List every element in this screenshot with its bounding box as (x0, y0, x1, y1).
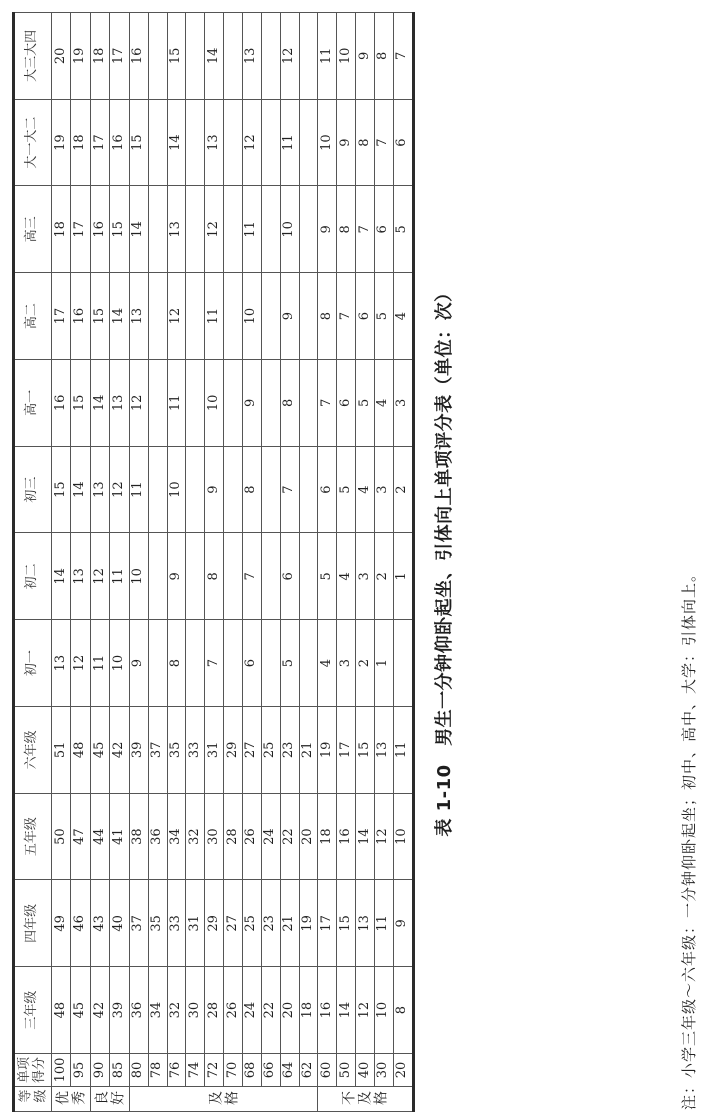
grade-level-cell: 良好 (90, 1087, 129, 1112)
score-cell: 90 (90, 1054, 110, 1087)
value-cell: 24 (261, 793, 280, 880)
value-cell: 3 (393, 360, 413, 447)
value-cell: 10 (205, 360, 224, 447)
value-cell: 16 (90, 186, 110, 273)
value-cell (261, 273, 280, 360)
value-cell: 16 (318, 967, 337, 1054)
value-cell: 19 (71, 13, 91, 100)
value-cell: 36 (129, 967, 148, 1054)
value-cell: 20 (299, 793, 318, 880)
value-cell: 14 (205, 13, 224, 100)
value-cell (261, 99, 280, 186)
value-cell: 48 (51, 967, 71, 1054)
value-cell: 5 (337, 446, 356, 533)
score-table (12, 12, 415, 1112)
grade-level-cell: 优秀 (51, 1087, 90, 1112)
score-cell: 68 (242, 1054, 261, 1087)
table-row (129, 13, 148, 1112)
score-cell: 85 (110, 1054, 130, 1087)
value-cell: 8 (318, 273, 337, 360)
value-cell: 11 (374, 880, 393, 967)
value-cell (299, 99, 318, 186)
value-cell: 9 (356, 13, 375, 100)
value-cell (148, 273, 167, 360)
value-cell: 10 (393, 793, 413, 880)
value-cell: 9 (167, 533, 186, 620)
value-cell: 12 (90, 533, 110, 620)
value-cell: 10 (374, 967, 393, 1054)
value-cell: 12 (356, 967, 375, 1054)
value-cell: 36 (148, 793, 167, 880)
value-cell: 34 (167, 793, 186, 880)
table-row (167, 13, 186, 1112)
header-gao-3: 高三 (14, 186, 52, 273)
value-cell: 45 (90, 707, 110, 794)
value-cell: 11 (280, 99, 299, 186)
value-cell: 42 (110, 707, 130, 794)
value-cell: 12 (205, 186, 224, 273)
table-header-row (14, 13, 52, 1112)
value-cell: 27 (242, 707, 261, 794)
value-cell: 8 (167, 620, 186, 707)
value-cell: 9 (242, 360, 261, 447)
value-cell (261, 620, 280, 707)
value-cell (299, 273, 318, 360)
value-cell: 11 (167, 360, 186, 447)
value-cell: 9 (393, 880, 413, 967)
value-cell: 47 (71, 793, 91, 880)
value-cell: 11 (129, 446, 148, 533)
value-cell: 8 (374, 13, 393, 100)
value-cell: 35 (148, 880, 167, 967)
table-row (186, 13, 205, 1112)
value-cell: 29 (224, 707, 243, 794)
value-cell: 6 (374, 186, 393, 273)
value-cell: 11 (393, 707, 413, 794)
score-cell: 66 (261, 1054, 280, 1087)
value-cell: 14 (90, 360, 110, 447)
value-cell: 14 (71, 446, 91, 533)
header-da-12: 大一大二 (14, 99, 52, 186)
value-cell: 34 (148, 967, 167, 1054)
value-cell: 12 (280, 13, 299, 100)
header-chu-1: 初一 (14, 620, 52, 707)
value-cell: 33 (186, 707, 205, 794)
value-cell: 6 (356, 273, 375, 360)
value-cell (148, 533, 167, 620)
value-cell: 6 (242, 620, 261, 707)
value-cell: 7 (356, 186, 375, 273)
value-cell: 9 (280, 273, 299, 360)
value-cell (148, 13, 167, 100)
value-cell: 4 (337, 533, 356, 620)
table-row (242, 13, 261, 1112)
table-row (374, 13, 393, 1112)
value-cell: 14 (129, 186, 148, 273)
value-cell (393, 620, 413, 707)
value-cell: 26 (224, 967, 243, 1054)
value-cell: 13 (205, 99, 224, 186)
value-cell: 28 (224, 793, 243, 880)
value-cell: 13 (71, 533, 91, 620)
value-cell: 22 (280, 793, 299, 880)
value-cell: 5 (374, 273, 393, 360)
value-cell: 23 (280, 707, 299, 794)
value-cell: 9 (205, 446, 224, 533)
value-cell: 41 (110, 793, 130, 880)
value-cell (224, 186, 243, 273)
value-cell: 18 (318, 793, 337, 880)
value-cell: 16 (337, 793, 356, 880)
value-cell: 37 (148, 707, 167, 794)
value-cell: 7 (374, 99, 393, 186)
value-cell: 40 (110, 880, 130, 967)
value-cell (299, 446, 318, 533)
value-cell: 50 (51, 793, 71, 880)
value-cell (224, 446, 243, 533)
table-row (261, 13, 280, 1112)
value-cell: 17 (318, 880, 337, 967)
header-grade-4: 四年级 (14, 880, 52, 967)
score-cell: 50 (337, 1054, 356, 1087)
value-cell: 9 (337, 99, 356, 186)
value-cell: 15 (90, 273, 110, 360)
value-cell: 39 (110, 967, 130, 1054)
value-cell: 6 (318, 446, 337, 533)
value-cell: 3 (374, 446, 393, 533)
grade-level-cell: 不及格 (318, 1087, 414, 1112)
value-cell: 6 (280, 533, 299, 620)
value-cell: 3 (356, 533, 375, 620)
score-cell: 78 (148, 1054, 167, 1087)
value-cell: 32 (167, 967, 186, 1054)
value-cell: 15 (110, 186, 130, 273)
value-cell: 18 (299, 967, 318, 1054)
score-cell: 30 (374, 1054, 393, 1087)
value-cell (224, 13, 243, 100)
value-cell: 17 (90, 99, 110, 186)
value-cell (186, 360, 205, 447)
value-cell: 4 (318, 620, 337, 707)
value-cell: 15 (71, 360, 91, 447)
value-cell: 12 (71, 620, 91, 707)
value-cell: 10 (318, 99, 337, 186)
value-cell: 22 (261, 967, 280, 1054)
value-cell: 15 (356, 707, 375, 794)
score-cell: 72 (205, 1054, 224, 1087)
value-cell (261, 533, 280, 620)
value-cell: 10 (110, 620, 130, 707)
value-cell (224, 533, 243, 620)
value-cell: 16 (71, 273, 91, 360)
value-cell: 1 (393, 533, 413, 620)
value-cell: 7 (205, 620, 224, 707)
value-cell: 16 (129, 13, 148, 100)
value-cell: 38 (129, 793, 148, 880)
score-cell: 70 (224, 1054, 243, 1087)
value-cell (299, 186, 318, 273)
value-cell: 8 (280, 360, 299, 447)
value-cell: 13 (356, 880, 375, 967)
value-cell: 12 (167, 273, 186, 360)
value-cell (186, 533, 205, 620)
value-cell: 39 (129, 707, 148, 794)
table-row (393, 13, 413, 1112)
value-cell: 2 (356, 620, 375, 707)
value-cell: 49 (51, 880, 71, 967)
value-cell (186, 446, 205, 533)
value-cell: 9 (318, 186, 337, 273)
score-cell: 80 (129, 1054, 148, 1087)
value-cell: 12 (374, 793, 393, 880)
value-cell: 23 (261, 880, 280, 967)
score-cell: 60 (318, 1054, 337, 1087)
value-cell: 46 (71, 880, 91, 967)
table-row (110, 13, 130, 1112)
value-cell: 11 (90, 620, 110, 707)
value-cell: 11 (318, 13, 337, 100)
table-row (356, 13, 375, 1112)
value-cell: 10 (129, 533, 148, 620)
value-cell: 27 (224, 880, 243, 967)
value-cell: 4 (374, 360, 393, 447)
value-cell: 28 (205, 967, 224, 1054)
value-cell: 21 (280, 880, 299, 967)
value-cell: 5 (318, 533, 337, 620)
value-cell: 2 (374, 533, 393, 620)
value-cell: 10 (167, 446, 186, 533)
header-score: 单项得分 (14, 1054, 52, 1087)
header-grade-3: 三年级 (14, 967, 52, 1054)
table-title: 表 1-10 男生一分钟仰卧起坐、引体向上单项评分表（单位：次） (434, 283, 455, 837)
value-cell: 20 (51, 13, 71, 100)
score-cell: 20 (393, 1054, 413, 1087)
value-cell: 45 (71, 967, 91, 1054)
value-cell (261, 186, 280, 273)
value-cell: 24 (242, 967, 261, 1054)
header-chu-3: 初三 (14, 446, 52, 533)
value-cell: 12 (129, 360, 148, 447)
value-cell: 37 (129, 880, 148, 967)
table-row (224, 13, 243, 1112)
value-cell: 17 (337, 707, 356, 794)
value-cell: 18 (71, 99, 91, 186)
table-note: 注：小学三年级～六年级：一分钟仰卧起坐；初中、高中、大学：引体向上。 (680, 565, 698, 1110)
value-cell: 6 (393, 99, 413, 186)
value-cell (148, 446, 167, 533)
table-row (148, 13, 167, 1112)
value-cell (224, 360, 243, 447)
value-cell: 11 (205, 273, 224, 360)
value-cell: 19 (318, 707, 337, 794)
value-cell: 8 (337, 186, 356, 273)
value-cell (186, 273, 205, 360)
value-cell: 33 (167, 880, 186, 967)
value-cell: 13 (51, 620, 71, 707)
value-cell: 17 (71, 186, 91, 273)
value-cell: 30 (186, 967, 205, 1054)
value-cell (148, 620, 167, 707)
value-cell (148, 360, 167, 447)
value-cell (299, 533, 318, 620)
table-row (299, 13, 318, 1112)
value-cell: 12 (242, 99, 261, 186)
header-da-34: 大三大四 (14, 13, 52, 100)
value-cell: 16 (110, 99, 130, 186)
value-cell: 31 (205, 707, 224, 794)
value-cell: 4 (393, 273, 413, 360)
header-grade-5: 五年级 (14, 793, 52, 880)
value-cell: 10 (337, 13, 356, 100)
value-cell: 13 (129, 273, 148, 360)
value-cell: 11 (110, 533, 130, 620)
value-cell: 42 (90, 967, 110, 1054)
value-cell: 9 (129, 620, 148, 707)
value-cell: 31 (186, 880, 205, 967)
value-cell: 14 (167, 99, 186, 186)
value-cell: 4 (356, 446, 375, 533)
value-cell: 13 (110, 360, 130, 447)
value-cell: 12 (110, 446, 130, 533)
value-cell (261, 446, 280, 533)
value-cell: 17 (51, 273, 71, 360)
value-cell (261, 13, 280, 100)
value-cell: 5 (393, 186, 413, 273)
value-cell: 13 (167, 186, 186, 273)
value-cell: 26 (242, 793, 261, 880)
value-cell: 14 (356, 793, 375, 880)
table-row (90, 13, 110, 1112)
score-cell: 74 (186, 1054, 205, 1087)
value-cell (186, 620, 205, 707)
value-cell (186, 99, 205, 186)
value-cell: 8 (242, 446, 261, 533)
table-row (71, 13, 91, 1112)
value-cell: 15 (167, 13, 186, 100)
table-row (205, 13, 224, 1112)
value-cell (224, 273, 243, 360)
value-cell: 51 (51, 707, 71, 794)
value-cell (224, 620, 243, 707)
value-cell: 11 (242, 186, 261, 273)
score-cell: 95 (71, 1054, 91, 1087)
value-cell (186, 13, 205, 100)
value-cell: 15 (129, 99, 148, 186)
value-cell: 20 (280, 967, 299, 1054)
value-cell: 29 (205, 880, 224, 967)
value-cell: 21 (299, 707, 318, 794)
value-cell: 7 (318, 360, 337, 447)
value-cell: 15 (51, 446, 71, 533)
value-cell: 25 (261, 707, 280, 794)
value-cell: 1 (374, 620, 393, 707)
value-cell (299, 620, 318, 707)
value-cell: 10 (280, 186, 299, 273)
grade-level-cell: 及格 (129, 1087, 317, 1112)
value-cell: 15 (337, 880, 356, 967)
value-cell: 14 (110, 273, 130, 360)
value-cell: 30 (205, 793, 224, 880)
value-cell: 35 (167, 707, 186, 794)
value-cell: 16 (51, 360, 71, 447)
value-cell: 18 (90, 13, 110, 100)
score-cell: 100 (51, 1054, 71, 1087)
value-cell (299, 13, 318, 100)
value-cell: 19 (51, 99, 71, 186)
value-cell: 32 (186, 793, 205, 880)
table-row (318, 13, 337, 1112)
value-cell (261, 360, 280, 447)
value-cell: 3 (337, 620, 356, 707)
value-cell: 43 (90, 880, 110, 967)
value-cell: 19 (299, 880, 318, 967)
value-cell (299, 360, 318, 447)
value-cell (148, 186, 167, 273)
header-gao-1: 高一 (14, 360, 52, 447)
value-cell (224, 99, 243, 186)
value-cell: 8 (393, 967, 413, 1054)
value-cell (186, 186, 205, 273)
value-cell: 44 (90, 793, 110, 880)
value-cell: 14 (51, 533, 71, 620)
score-table-body (14, 13, 414, 1112)
value-cell: 14 (337, 967, 356, 1054)
value-cell: 7 (242, 533, 261, 620)
value-cell: 6 (337, 360, 356, 447)
value-cell: 10 (242, 273, 261, 360)
value-cell: 2 (393, 446, 413, 533)
value-cell: 17 (110, 13, 130, 100)
value-cell: 48 (71, 707, 91, 794)
value-cell: 25 (242, 880, 261, 967)
value-cell: 13 (242, 13, 261, 100)
table-row (337, 13, 356, 1112)
score-cell: 76 (167, 1054, 186, 1087)
value-cell: 8 (205, 533, 224, 620)
table-row (280, 13, 299, 1112)
header-gao-2: 高二 (14, 273, 52, 360)
value-cell: 7 (280, 446, 299, 533)
value-cell: 8 (356, 99, 375, 186)
value-cell: 7 (337, 273, 356, 360)
header-chu-2: 初二 (14, 533, 52, 620)
value-cell: 5 (280, 620, 299, 707)
value-cell: 5 (356, 360, 375, 447)
value-cell: 18 (51, 186, 71, 273)
value-cell: 13 (90, 446, 110, 533)
score-cell: 64 (280, 1054, 299, 1087)
table-row (51, 13, 71, 1112)
header-grade: 等级 (14, 1087, 52, 1112)
score-cell: 62 (299, 1054, 318, 1087)
value-cell: 7 (393, 13, 413, 100)
score-cell: 40 (356, 1054, 375, 1087)
value-cell: 13 (374, 707, 393, 794)
value-cell (148, 99, 167, 186)
header-grade-6: 六年级 (14, 707, 52, 794)
